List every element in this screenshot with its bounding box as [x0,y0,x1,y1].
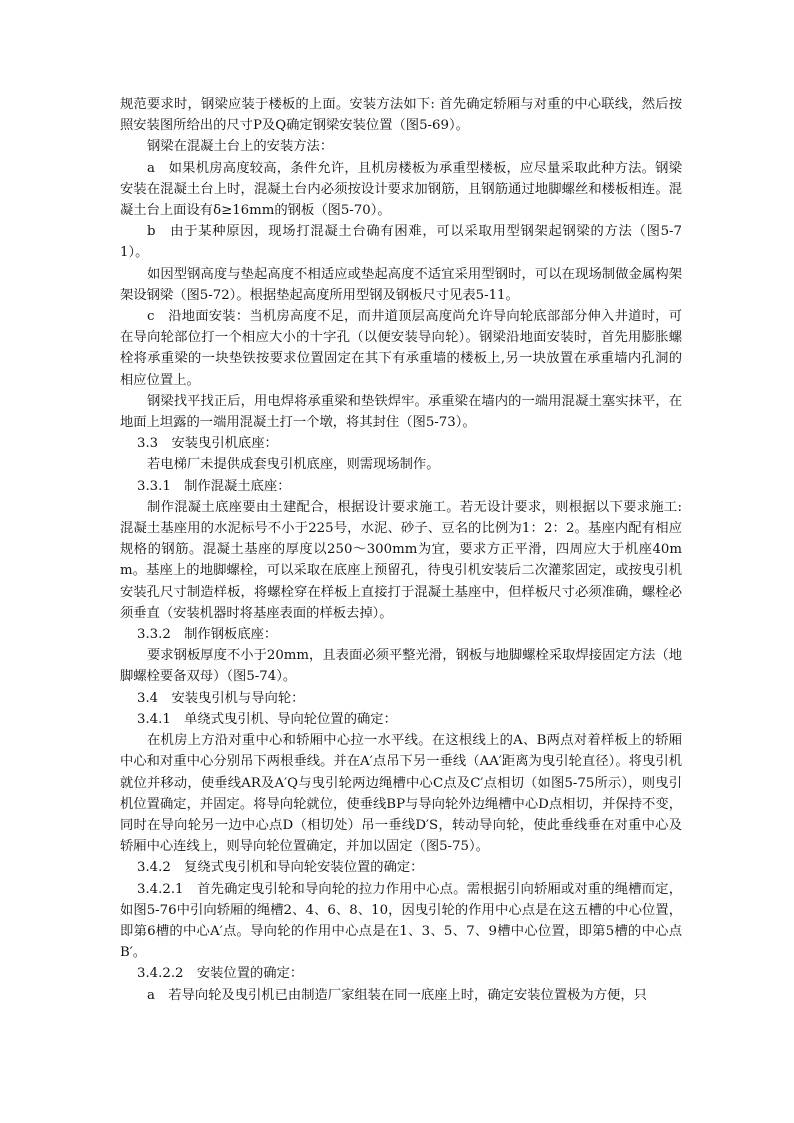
paragraph: 钢梁在混凝土台上的安装方法： [147,139,334,155]
section-heading: 3.4.2.2 安装位置的确定： [137,966,304,982]
paragraph: 钢梁找平找正后，用电焊将承重梁和垫铁焊牢。承重梁在墙内的一端用混凝土塞实抹平，在地面上坦露的一端用混凝土打一个墩，将其封住（图5-73）。 [120,393,682,431]
paragraph: 若电梯厂未提供成套曳引机底座，则需现场制作。 [147,457,440,473]
paragraph: a 若导向轮及曳引机已由制造厂家组装在同一底座上时，确定安装位置极为方便，只 [147,987,647,1003]
section-heading: 3.4.2 复绕式曳引机和导向轮安装位置的确定： [137,860,424,876]
section-heading: 3.4.1 单绕式曳引机、导向轮位置的确定： [137,711,397,727]
paragraph: 要求钢板厚度不小于20mm，且表面必须平整光滑，钢板与地脚螺栓采取焊接固定方法（地脚螺栓要备双母）（图5-74）。 [120,648,682,685]
section-heading: 3.4.2.1 首先确定曳引轮和导向轮的拉力作用中心点。需根据引向轿厢或对重的绳槽而定，如图5-76中引向轿厢的绳槽2、4、6、8、10，因曳引轮的作用中心点是在这五槽的中心位置，即第6槽的中心A′点。导向轮的作用中心点是在1、3、5、7、9槽中心位置，即第5槽的中心点B′。 [120,881,682,961]
paragraph: b 由于某种原因，现场打混凝土台确有困难，可以采取用型钢架起钢梁的方法（图5-71）。 [120,224,682,261]
paragraph: 如因型钢高度与垫起高度不相适应或垫起高度不适宜采用型钢时，可以在现场制做金属构架架设钢梁（图5-72）。根据垫起高度所用型钢及钢板尺寸见表5-11。 [120,266,682,303]
section-heading: 3.3.1 制作混凝土底座： [137,478,291,494]
section-heading: 3.3 安装曳引机底座： [137,436,278,452]
paragraph: a 如果机房高度较高，条件允许，且机房楼板为承重型楼板，应尽量采取此种方法。钢梁安装在混凝土台上时，混凝土台内必须按设计要求加钢筋，且钢筋通过地脚螺丝和楼板相连。混凝土台上面设有δ≥16mm的钢板（图5-70）。 [120,160,682,219]
section-heading: 3.3.2 制作钢板底座： [137,627,278,643]
paragraph: 在机房上方沿对重中心和轿厢中心拉一水平线。在这根线上的A、B两点对着样板上的轿厢中心和对重中心分别吊下两根垂线。并在A′点吊下另一垂线（AA′距离为曳引轮直径）。将曳引机就位并移动，使垂线AR及A′Q与曳引轮两边绳槽中心C点及C′点相切（如图5-75所示），则曳引机位置确定，并固定。将导向轮就位，使垂线BP与导向轮外边绳槽中心D点相切，并保持不变，同时在导向轮另一边中心点D（相切处）吊一垂线D′S，转动导向轮，使此垂线垂在对重中心及轿厢中心连线上，则导向轮位置确定，并加以固定（图5-75）。 [120,733,682,855]
paragraph: 规范要求时，钢梁应装于楼板的上面。安装方法如下: 首先确定轿厢与对重的中心联线，然后按照安装图所给出的尺寸P及Q确定钢梁安装位置（图5-69）。 [120,97,682,134]
section-heading: 3.4 安装曳引机与导向轮： [137,690,305,706]
document-body [120,94,682,1006]
paragraph: c 沿地面安装：当机房高度不足，而井道顶层高度尚允许导向轮底部部分伸入井道时，可在导向轮部位打一个相应大小的十字孔（以便安装导向轮）。钢梁沿地面安装时，首先用膨胀螺栓将承重梁的一块垫铁按要求位置固定在其下有承重墙的楼板上,另一块放置在承重墙内孔洞的相应位置上。 [120,309,682,388]
paragraph: 制作混凝土底座要由土建配合，根据设计要求施工。若无设计要求，则根据以下要求施工: 混凝土基座用的水泥标号不小于225号，水泥、砂子、豆名的比例为1：2：2。基座内配有相应规格的钢筋。混凝土基座的厚度以250～300mm为宜，要求方正平滑，四周应大于机座40mm。基座上的地脚螺栓，可以采取在底座上预留孔，待曳引机安装后二次灌浆固定，或按曳引机安装孔尺寸制造样板，将螺栓穿在样板上直接打于混凝土基座中，但样板尺寸必须准确，螺栓必须垂直（安装机器时将基座表面的样板去掉）。 [120,499,682,621]
